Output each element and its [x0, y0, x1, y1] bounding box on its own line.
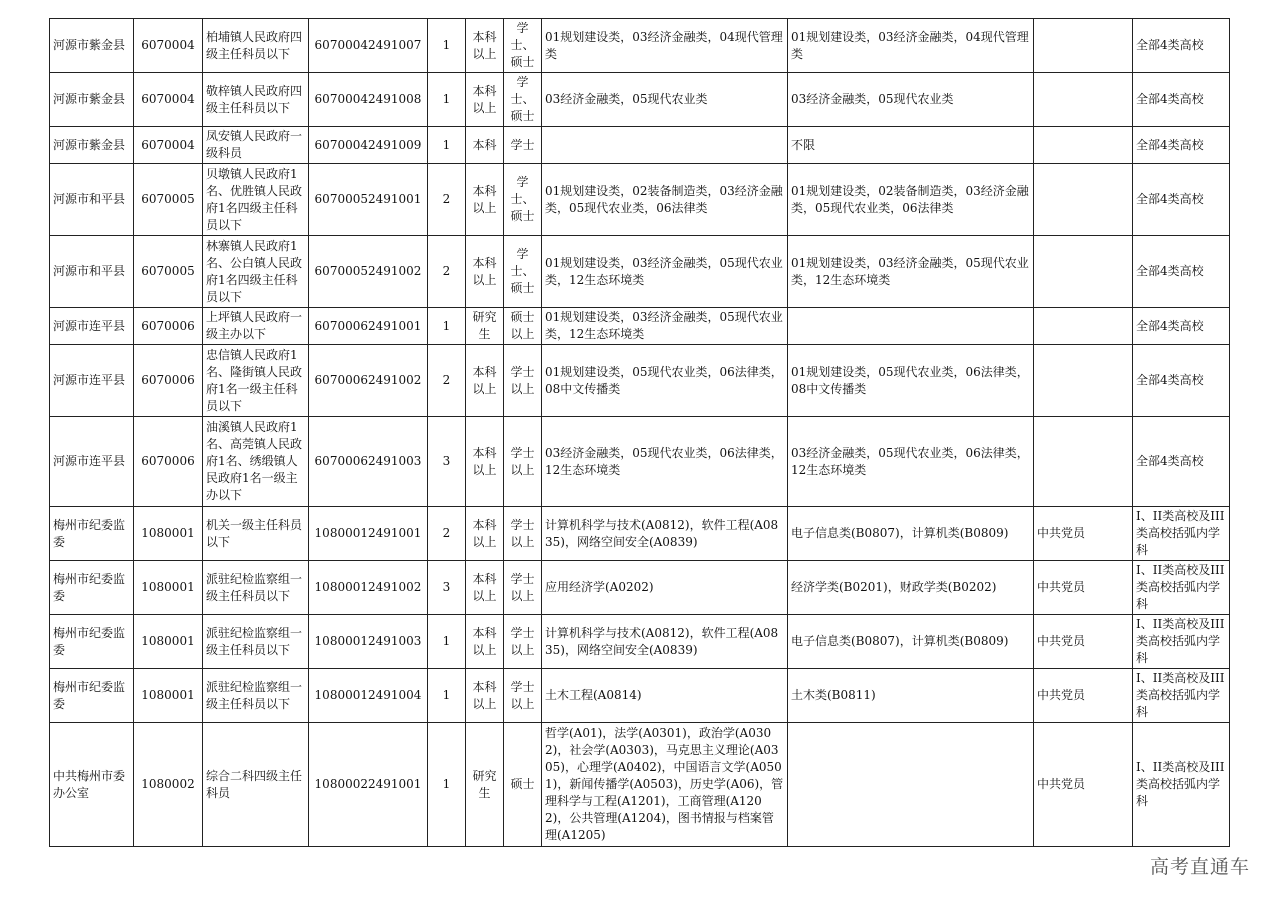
- table-row: [50, 345, 1230, 417]
- unit-cell: 河源市和平县: [50, 236, 134, 308]
- code-cell: 6070004: [134, 73, 203, 127]
- position-code-cell: 60700062491001: [309, 308, 428, 345]
- position-code-cell: 10800012491001: [309, 507, 428, 561]
- degree-cell: 学士: [504, 127, 542, 164]
- degree-cell: 学士以上: [504, 561, 542, 615]
- position-cell: 林寨镇人民政府1名、公白镇人民政府1名四级主任科员以下: [203, 236, 309, 308]
- politics-cell: [1034, 308, 1133, 345]
- unit-cell: 梅州市纪委监委: [50, 561, 134, 615]
- schools-cell: 全部4类高校: [1133, 19, 1230, 73]
- position-code-cell: 60700062491003: [309, 417, 428, 507]
- position-code-cell: 10800012491004: [309, 669, 428, 723]
- position-code-cell: 60700052491002: [309, 236, 428, 308]
- major-grad-cell: 计算机科学与技术(A0812)，软件工程(A0835)，网络空间安全(A0839): [542, 507, 788, 561]
- degree-cell: 学士、硕士: [504, 19, 542, 73]
- unit-cell: 梅州市纪委监委: [50, 669, 134, 723]
- unit-cell: 梅州市纪委监委: [50, 507, 134, 561]
- major-grad-cell: 哲学(A01)，法学(A0301)，政治学(A0302)，社会学(A0303)，马克思主义理论(A0305)，心理学(A0402)，中国语言文学(A0501)，新闻传播学(A0503)，历史学(A06)，管理科学与工程(A1201)，工商管理(A1202)，公共管理(A1204)，图书情报与档案管理(A1205): [542, 723, 788, 847]
- count-cell: 2: [428, 164, 466, 236]
- code-cell: 6070006: [134, 345, 203, 417]
- table-row: [50, 417, 1230, 507]
- education-cell: 本科以上: [466, 417, 504, 507]
- degree-cell: 学士、硕士: [504, 164, 542, 236]
- politics-cell: 中共党员: [1034, 723, 1133, 847]
- schools-cell: 全部4类高校: [1133, 308, 1230, 345]
- count-cell: 1: [428, 723, 466, 847]
- table-row: [50, 164, 1230, 236]
- degree-cell: 学士、硕士: [504, 236, 542, 308]
- politics-cell: 中共党员: [1034, 561, 1133, 615]
- education-cell: 本科以上: [466, 73, 504, 127]
- education-cell: 研究生: [466, 308, 504, 345]
- count-cell: 2: [428, 507, 466, 561]
- code-cell: 1080001: [134, 669, 203, 723]
- education-cell: 研究生: [466, 723, 504, 847]
- unit-cell: 河源市紫金县: [50, 19, 134, 73]
- politics-cell: [1034, 345, 1133, 417]
- table-row: [50, 127, 1230, 164]
- education-cell: 本科以上: [466, 669, 504, 723]
- unit-cell: 河源市连平县: [50, 417, 134, 507]
- table-row: [50, 669, 1230, 723]
- major-grad-cell: 01规划建设类，03经济金融类，05现代农业类，12生态环境类: [542, 236, 788, 308]
- code-cell: 1080001: [134, 561, 203, 615]
- major-grad-cell: 01规划建设类，03经济金融类，05现代农业类，12生态环境类: [542, 308, 788, 345]
- position-code-cell: 60700042491007: [309, 19, 428, 73]
- count-cell: 1: [428, 73, 466, 127]
- count-cell: 1: [428, 615, 466, 669]
- schools-cell: I、II类高校及III类高校括弧内学科: [1133, 723, 1230, 847]
- degree-cell: 学士以上: [504, 417, 542, 507]
- education-cell: 本科以上: [466, 345, 504, 417]
- unit-cell: 河源市紫金县: [50, 73, 134, 127]
- major-ug-cell: 03经济金融类，05现代农业类，06法律类，12生态环境类: [788, 417, 1034, 507]
- major-ug-cell: 电子信息类(B0807)，计算机类(B0809): [788, 507, 1034, 561]
- table-row: [50, 308, 1230, 345]
- job-table: [49, 18, 1230, 847]
- degree-cell: 学士以上: [504, 345, 542, 417]
- major-ug-cell: 不限: [788, 127, 1034, 164]
- major-ug-cell: [788, 308, 1034, 345]
- count-cell: 1: [428, 669, 466, 723]
- position-cell: 派驻纪检监察组一级主任科员以下: [203, 615, 309, 669]
- count-cell: 1: [428, 127, 466, 164]
- position-code-cell: 10800012491002: [309, 561, 428, 615]
- count-cell: 1: [428, 308, 466, 345]
- count-cell: 3: [428, 561, 466, 615]
- position-code-cell: 60700052491001: [309, 164, 428, 236]
- schools-cell: 全部4类高校: [1133, 73, 1230, 127]
- table-row: [50, 615, 1230, 669]
- schools-cell: 全部4类高校: [1133, 236, 1230, 308]
- position-code-cell: 60700042491009: [309, 127, 428, 164]
- position-code-cell: 60700062491002: [309, 345, 428, 417]
- schools-cell: 全部4类高校: [1133, 345, 1230, 417]
- major-ug-cell: 01规划建设类，02装备制造类，03经济金融类，05现代农业类，06法律类: [788, 164, 1034, 236]
- position-cell: 油溪镇人民政府1名、高莞镇人民政府1名、绣缎镇人民政府1名一级主办以下: [203, 417, 309, 507]
- degree-cell: 学士以上: [504, 669, 542, 723]
- count-cell: 2: [428, 345, 466, 417]
- major-ug-cell: 03经济金融类，05现代农业类: [788, 73, 1034, 127]
- schools-cell: 全部4类高校: [1133, 127, 1230, 164]
- count-cell: 3: [428, 417, 466, 507]
- table-row: [50, 236, 1230, 308]
- education-cell: 本科以上: [466, 507, 504, 561]
- table-row: [50, 723, 1230, 847]
- politics-cell: 中共党员: [1034, 669, 1133, 723]
- major-ug-cell: 01规划建设类，03经济金融类，05现代农业类，12生态环境类: [788, 236, 1034, 308]
- education-cell: 本科以上: [466, 561, 504, 615]
- politics-cell: [1034, 73, 1133, 127]
- code-cell: 6070004: [134, 19, 203, 73]
- schools-cell: I、II类高校及III类高校括弧内学科: [1133, 507, 1230, 561]
- code-cell: 6070006: [134, 308, 203, 345]
- unit-cell: 梅州市纪委监委: [50, 615, 134, 669]
- position-cell: 敬梓镇人民政府四级主任科员以下: [203, 73, 309, 127]
- major-grad-cell: 01规划建设类，03经济金融类，04现代管理类: [542, 19, 788, 73]
- code-cell: 6070004: [134, 127, 203, 164]
- major-ug-cell: 01规划建设类，03经济金融类，04现代管理类: [788, 19, 1034, 73]
- unit-cell: 河源市紫金县: [50, 127, 134, 164]
- education-cell: 本科: [466, 127, 504, 164]
- politics-cell: 中共党员: [1034, 507, 1133, 561]
- unit-cell: 河源市连平县: [50, 308, 134, 345]
- politics-cell: [1034, 236, 1133, 308]
- count-cell: 1: [428, 19, 466, 73]
- position-cell: 派驻纪检监察组一级主任科员以下: [203, 669, 309, 723]
- code-cell: 6070005: [134, 164, 203, 236]
- code-cell: 1080002: [134, 723, 203, 847]
- count-cell: 2: [428, 236, 466, 308]
- table-row: [50, 507, 1230, 561]
- unit-cell: 中共梅州市委办公室: [50, 723, 134, 847]
- politics-cell: [1034, 417, 1133, 507]
- position-code-cell: 10800012491003: [309, 615, 428, 669]
- politics-cell: [1034, 164, 1133, 236]
- degree-cell: 学士以上: [504, 507, 542, 561]
- position-cell: 综合二科四级主任科员: [203, 723, 309, 847]
- code-cell: 1080001: [134, 507, 203, 561]
- major-grad-cell: 土木工程(A0814): [542, 669, 788, 723]
- table-row: [50, 73, 1230, 127]
- education-cell: 本科以上: [466, 164, 504, 236]
- major-grad-cell: 03经济金融类，05现代农业类: [542, 73, 788, 127]
- table-row: [50, 19, 1230, 73]
- position-cell: 忠信镇人民政府1名、隆街镇人民政府1名一级主任科员以下: [203, 345, 309, 417]
- table-row: [50, 561, 1230, 615]
- major-ug-cell: 土木类(B0811): [788, 669, 1034, 723]
- politics-cell: 中共党员: [1034, 615, 1133, 669]
- major-grad-cell: 03经济金融类，05现代农业类，06法律类，12生态环境类: [542, 417, 788, 507]
- position-code-cell: 60700042491008: [309, 73, 428, 127]
- major-grad-cell: 计算机科学与技术(A0812)，软件工程(A0835)，网络空间安全(A0839): [542, 615, 788, 669]
- position-cell: 派驻纪检监察组一级主任科员以下: [203, 561, 309, 615]
- schools-cell: 全部4类高校: [1133, 164, 1230, 236]
- code-cell: 6070006: [134, 417, 203, 507]
- position-cell: 机关一级主任科员以下: [203, 507, 309, 561]
- degree-cell: 硕士以上: [504, 308, 542, 345]
- schools-cell: I、II类高校及III类高校括弧内学科: [1133, 615, 1230, 669]
- unit-cell: 河源市和平县: [50, 164, 134, 236]
- major-grad-cell: 01规划建设类，02装备制造类，03经济金融类，05现代农业类，06法律类: [542, 164, 788, 236]
- politics-cell: [1034, 127, 1133, 164]
- position-cell: 贝墩镇人民政府1名、优胜镇人民政府1名四级主任科员以下: [203, 164, 309, 236]
- position-cell: 凤安镇人民政府一级科员: [203, 127, 309, 164]
- politics-cell: [1034, 19, 1133, 73]
- education-cell: 本科以上: [466, 19, 504, 73]
- schools-cell: I、II类高校及III类高校括弧内学科: [1133, 669, 1230, 723]
- code-cell: 6070005: [134, 236, 203, 308]
- schools-cell: I、II类高校及III类高校括弧内学科: [1133, 561, 1230, 615]
- major-grad-cell: 01规划建设类，05现代农业类，06法律类，08中文传播类: [542, 345, 788, 417]
- major-ug-cell: [788, 723, 1034, 847]
- position-cell: 柏埔镇人民政府四级主任科员以下: [203, 19, 309, 73]
- education-cell: 本科以上: [466, 615, 504, 669]
- major-ug-cell: 经济学类(B0201)，财政学类(B0202): [788, 561, 1034, 615]
- education-cell: 本科以上: [466, 236, 504, 308]
- unit-cell: 河源市连平县: [50, 345, 134, 417]
- degree-cell: 学士、硕士: [504, 73, 542, 127]
- schools-cell: 全部4类高校: [1133, 417, 1230, 507]
- major-grad-cell: 应用经济学(A0202): [542, 561, 788, 615]
- degree-cell: 硕士: [504, 723, 542, 847]
- position-code-cell: 10800022491001: [309, 723, 428, 847]
- watermark: 高考直通车: [1149, 856, 1250, 878]
- degree-cell: 学士以上: [504, 615, 542, 669]
- major-ug-cell: 电子信息类(B0807)，计算机类(B0809): [788, 615, 1034, 669]
- major-ug-cell: 01规划建设类，05现代农业类，06法律类，08中文传播类: [788, 345, 1034, 417]
- code-cell: 1080001: [134, 615, 203, 669]
- position-cell: 上坪镇人民政府一级主办以下: [203, 308, 309, 345]
- major-grad-cell: [542, 127, 788, 164]
